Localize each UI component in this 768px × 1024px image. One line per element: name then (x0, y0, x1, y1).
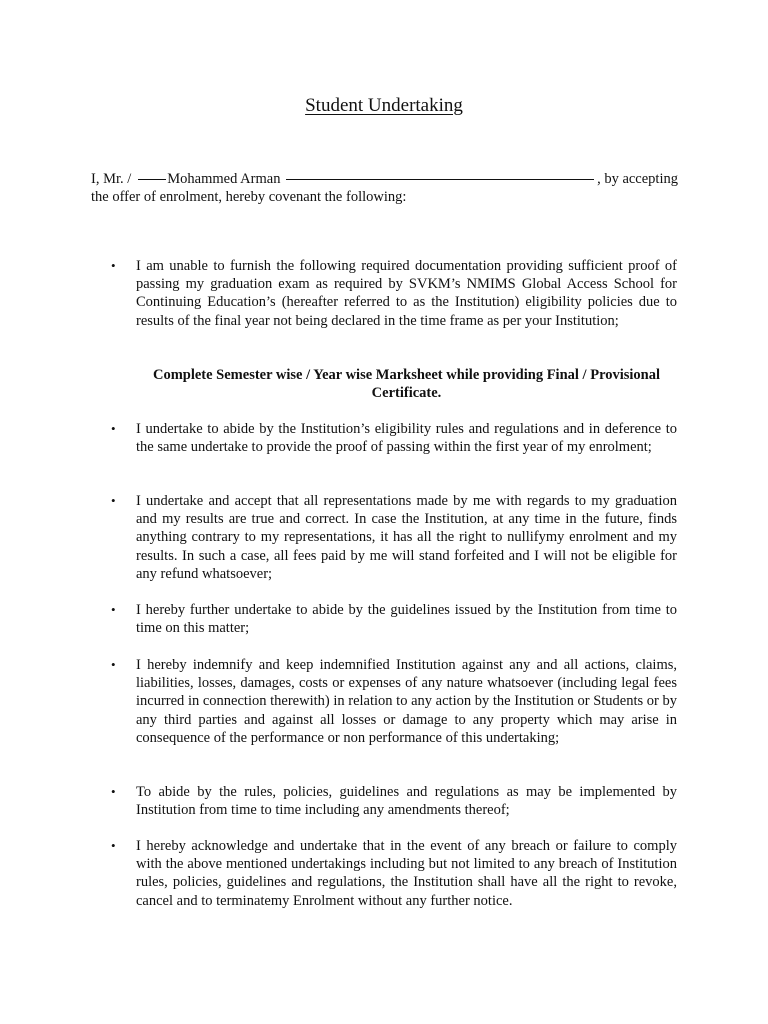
clause-text: I hereby indemnify and keep indemnified Institution against any and all actions, claims, liabilities, losses, damages, costs or expenses of any nature whatsoever (including legal fees incurred in connection therewith) in relation to any action by the Institution or Students or by any third parties and against all losses or damage to any property which may arise in consequence of the performance or non performance of this undertaking; (136, 657, 677, 746)
blank-line-long (286, 179, 594, 180)
intro-line-2: the offer of enrolment, hereby covenant the following: (91, 189, 407, 205)
list-item (111, 420, 677, 456)
intro-line-1 (91, 170, 678, 188)
intro-paragraph (91, 170, 678, 206)
bullet-icon: • (111, 602, 116, 617)
list-item (111, 656, 677, 747)
clause-text: I hereby acknowledge and undertake that in the event of any breach or failure to comply with the above mentioned undertakings including but not limited to any breach of Institution rules, policies, guidelines and regulations, the Institution shall have all the right to revoke, cancel and to terminatemy Enrolment without any further notice. (136, 838, 677, 909)
list-item (111, 601, 677, 637)
intro-prefix: I, Mr. / (91, 171, 132, 187)
bullet-icon: • (111, 421, 116, 436)
clause-text: I undertake and accept that all representations made by me with regards to my graduation and my results are true and correct. In case the Institution, at any time in the future, finds anything contrary to my representations, it has all the right to nullifymy enrolment and my results. In such a case, all fees paid by me will stand forfeited and I will not be eligible for any refund whatsoever; (136, 493, 677, 582)
intro-suffix: , by accepting (597, 171, 678, 187)
clause-text: I hereby further undertake to abide by the guidelines issued by the Institution from time to time on this matter; (136, 602, 677, 637)
bullet-icon: • (111, 493, 116, 508)
bullet-icon: • (111, 657, 116, 672)
bullet-icon: • (111, 784, 116, 799)
required-document-note: Complete Semester wise / Year wise Marksheet while providing Final / Provisional Certificate. (152, 367, 661, 402)
list-item (111, 837, 677, 910)
student-name: Mohammed Arman (167, 171, 281, 187)
clause-text: I am unable to furnish the following required documentation providing sufficient proof of passing my graduation exam as required by SVKM’s NMIMS Global Access School for Continuing Education’s (hereafter referred to as the Institution) eligibility policies due to results of the final year not being declared in the time frame as per your Institution; (136, 258, 677, 329)
clause-text: To abide by the rules, policies, guidelines and regulations as may be implemented by Institution from time to time including any amendments thereof; (136, 784, 677, 819)
list-item (111, 492, 677, 583)
list-item (111, 783, 677, 819)
bullet-icon: • (111, 258, 116, 273)
bullet-icon: • (111, 838, 116, 853)
document-title: Student Undertaking (305, 95, 463, 116)
list-item (111, 257, 677, 330)
blank-line-short (138, 179, 166, 180)
clause-text: I undertake to abide by the Institution’s eligibility rules and regulations and in deference to the same undertake to provide the proof of passing within the first year of my enrolment; (136, 421, 677, 456)
